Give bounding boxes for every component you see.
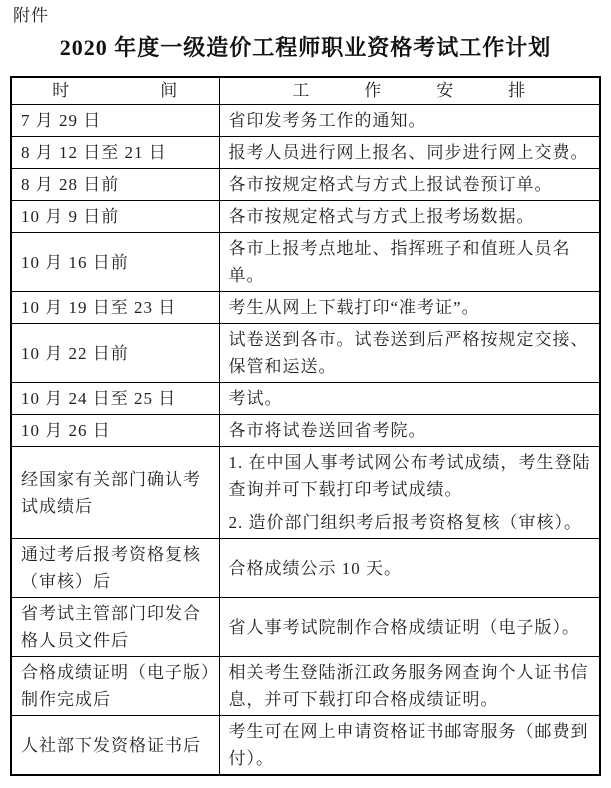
time-cell: 合格成绩证明（电子版）制作完成后 xyxy=(11,657,219,716)
work-paragraph: 各市将试卷送回省考院。 xyxy=(228,421,427,440)
table-header-row xyxy=(11,77,600,105)
time-cell: 人社部下发资格证书后 xyxy=(11,716,219,776)
work-cell xyxy=(219,169,600,201)
work-cell xyxy=(219,201,600,233)
time-cell: 省考试主管部门印发合格人员文件后 xyxy=(11,598,219,657)
work-paragraph: 省印发考务工作的通知。 xyxy=(228,111,427,130)
attachment-label: 附件 xyxy=(13,6,49,25)
work-cell xyxy=(219,415,600,447)
column-header-time: 时 间 xyxy=(11,77,219,105)
table-row xyxy=(11,324,600,383)
work-paragraph: 各市按规定格式与方式上报考场数据。 xyxy=(228,207,535,226)
work-cell xyxy=(219,539,600,598)
table-row xyxy=(11,657,600,716)
table-row xyxy=(11,201,600,233)
work-paragraph: 1. 在中国人事考试网公布考试成绩，考生登陆查询并可下载打印考试成绩。 xyxy=(228,453,591,499)
table-row xyxy=(11,383,600,415)
work-cell xyxy=(219,657,600,716)
work-cell xyxy=(219,447,600,539)
work-paragraph: 报考人员进行网上报名、同步进行网上交费。 xyxy=(228,143,589,162)
table-row xyxy=(11,137,600,169)
work-paragraph: 考生从网上下载打印“准考证”。 xyxy=(228,298,480,317)
table-row xyxy=(11,169,600,201)
work-paragraph: 考生可在网上申请资格证书邮寄服务（邮费到付）。 xyxy=(228,722,589,768)
work-cell xyxy=(219,292,600,324)
work-paragraph: 相关考生登陆浙江政务服务网查询个人证书信息，并可下载打印合格成绩证明。 xyxy=(228,663,589,709)
table-row xyxy=(11,415,600,447)
work-paragraph: 各市上报考点地址、指挥班子和值班人员名单。 xyxy=(228,239,571,285)
column-header-work: 工 作 安 排 xyxy=(219,77,600,105)
time-cell: 10 月 24 日至 25 日 xyxy=(11,383,219,415)
work-paragraph: 省人事考试院制作合格成绩证明（电子版）。 xyxy=(228,617,580,637)
time-cell: 8 月 28 日前 xyxy=(11,169,219,201)
time-cell: 10 月 22 日前 xyxy=(11,324,219,383)
time-cell: 10 月 9 日前 xyxy=(11,201,219,233)
time-cell: 10 月 26 日 xyxy=(11,415,219,447)
table-row xyxy=(11,598,600,657)
work-cell xyxy=(219,137,600,169)
work-paragraph: 合格成绩公示 10 天。 xyxy=(228,558,402,578)
table-row xyxy=(11,292,600,324)
table-row xyxy=(11,105,600,137)
work-paragraph: 试卷送到各市。试卷送到后严格按规定交接、保管和运送。 xyxy=(228,330,589,376)
table-row xyxy=(11,447,600,539)
time-cell: 经国家有关部门确认考试成绩后 xyxy=(11,447,219,539)
work-paragraph: 2. 造价部门组织考后报考资格复核（审核）。 xyxy=(228,513,582,532)
work-cell xyxy=(219,716,600,776)
work-cell xyxy=(219,383,600,415)
table-row xyxy=(11,716,600,776)
time-cell: 7 月 29 日 xyxy=(11,105,219,137)
table-row xyxy=(11,233,600,292)
work-paragraph: 考试。 xyxy=(228,389,283,408)
time-cell: 10 月 16 日前 xyxy=(11,233,219,292)
table-row xyxy=(11,539,600,598)
work-cell xyxy=(219,105,600,137)
work-cell xyxy=(219,233,600,292)
schedule-table xyxy=(10,76,601,776)
time-cell: 8 月 12 日至 21 日 xyxy=(11,137,219,169)
work-cell xyxy=(219,324,600,383)
work-paragraph: 各市按规定格式与方式上报试卷预订单。 xyxy=(228,175,553,194)
page-title: 2020 年度一级造价工程师职业资格考试工作计划 xyxy=(59,35,552,60)
time-cell: 10 月 19 日至 23 日 xyxy=(11,292,219,324)
time-cell: 通过考后报考资格复核（审核）后 xyxy=(11,539,219,598)
work-cell xyxy=(219,598,600,657)
